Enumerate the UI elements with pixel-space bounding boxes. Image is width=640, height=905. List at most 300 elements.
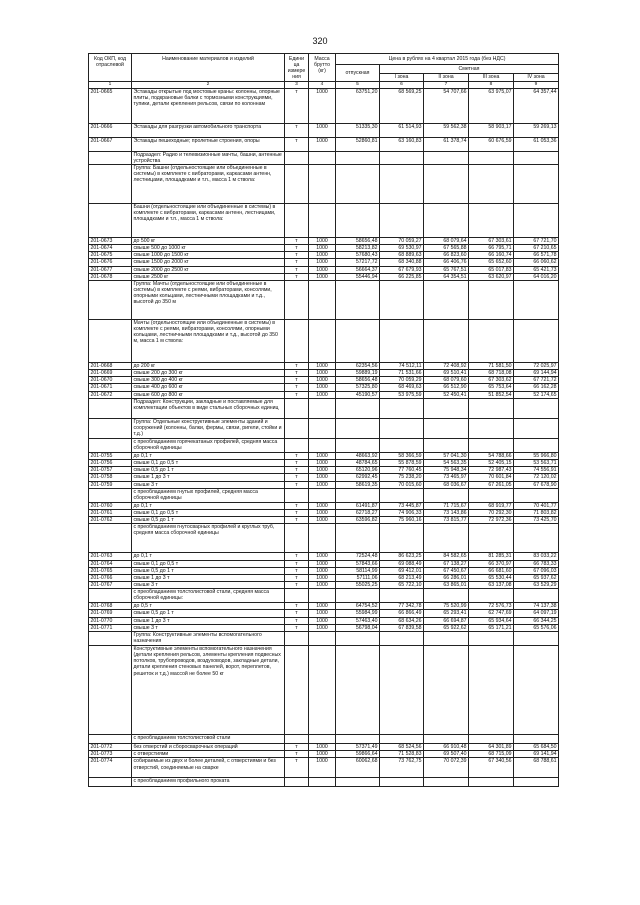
price-zone-4: 66 344,25 xyxy=(514,617,559,624)
item-name: Подраздел: Конструкции, закладные и поставляемые для комплектации объектов в виде стальных сборочных единиц xyxy=(132,398,285,418)
price-zone-3: 65 171,21 xyxy=(469,624,514,631)
price-zone-1 xyxy=(380,203,424,237)
price-zone-1: 68 340,88 xyxy=(380,259,424,266)
header-zone-2: II зона xyxy=(424,74,469,81)
item-code xyxy=(89,488,132,502)
item-code: 201-0761 xyxy=(89,509,132,516)
price-zone-2 xyxy=(424,438,469,452)
item-unit: т xyxy=(285,502,309,509)
table-row xyxy=(89,319,559,362)
price-zone-3: 66 681,60 xyxy=(469,567,514,574)
column-number: 4 xyxy=(309,81,336,88)
price-release: 57217,72 xyxy=(336,259,380,266)
price-zone-2 xyxy=(424,418,469,438)
price-zone-2 xyxy=(424,164,469,203)
table-row xyxy=(89,164,559,203)
price-zone-1 xyxy=(380,438,424,452)
price-release: 62992,45 xyxy=(336,474,380,481)
price-zone-3: 52 405,15 xyxy=(469,460,514,467)
price-zone-2: 54 707,66 xyxy=(424,88,469,123)
price-zone-1: 69 530,97 xyxy=(380,244,424,251)
item-mass: 1000 xyxy=(309,452,336,459)
price-zone-4: 83 033,22 xyxy=(514,553,559,560)
item-name: свыше 2500 кг xyxy=(132,273,285,280)
item-code: 201-0674 xyxy=(89,244,132,251)
price-zone-4 xyxy=(514,203,559,237)
item-unit xyxy=(285,164,309,203)
item-unit: т xyxy=(285,391,309,398)
item-code xyxy=(89,632,132,646)
price-release xyxy=(336,151,380,164)
price-release xyxy=(336,524,380,553)
price-zone-3: 67 261,05 xyxy=(469,481,514,488)
table-row xyxy=(89,273,559,280)
price-zone-2: 73 143,86 xyxy=(424,509,469,516)
item-mass: 1000 xyxy=(309,744,336,751)
item-name: свыше 1 до 3 т xyxy=(132,574,285,581)
item-unit: т xyxy=(285,259,309,266)
item-unit: т xyxy=(285,751,309,758)
item-unit: т xyxy=(285,452,309,459)
price-zone-2: 57 041,30 xyxy=(424,452,469,459)
price-release: 57680,43 xyxy=(336,252,380,259)
item-name: свыше 1000 до 1500 кг xyxy=(132,252,285,259)
price-zone-2: 66 910,48 xyxy=(424,744,469,751)
table-row xyxy=(89,398,559,418)
price-zone-1: 63 160,83 xyxy=(380,137,424,151)
item-mass xyxy=(309,203,336,237)
price-zone-2: 68 036,67 xyxy=(424,481,469,488)
price-zone-3 xyxy=(469,438,514,452)
item-mass: 1000 xyxy=(309,377,336,384)
table-row xyxy=(89,617,559,624)
price-zone-3: 68 715,09 xyxy=(469,751,514,758)
price-release: 57325,80 xyxy=(336,384,380,391)
price-release: 60062,68 xyxy=(336,758,380,778)
table-row xyxy=(89,589,559,603)
price-zone-2: 59 562,38 xyxy=(424,123,469,137)
item-mass: 1000 xyxy=(309,610,336,617)
price-zone-3 xyxy=(469,646,514,735)
item-mass: 1000 xyxy=(309,517,336,524)
price-zone-1 xyxy=(380,319,424,362)
price-zone-1: 75 960,16 xyxy=(380,517,424,524)
item-mass xyxy=(309,778,336,787)
price-release xyxy=(336,280,380,319)
price-release: 59866,64 xyxy=(336,751,380,758)
price-release xyxy=(336,398,380,418)
item-name: до 200 кг xyxy=(132,362,285,369)
price-zone-1 xyxy=(380,589,424,603)
table-row xyxy=(89,502,559,509)
item-mass xyxy=(309,151,336,164)
price-zone-3 xyxy=(469,398,514,418)
price-zone-3: 66 795,71 xyxy=(469,244,514,251)
item-code xyxy=(89,646,132,735)
price-release: 64754,52 xyxy=(336,603,380,610)
price-zone-2: 75 948,34 xyxy=(424,467,469,474)
table-row xyxy=(89,582,559,589)
item-code: 201-0769 xyxy=(89,610,132,617)
item-mass: 1000 xyxy=(309,574,336,581)
item-unit: т xyxy=(285,574,309,581)
item-mass: 1000 xyxy=(309,617,336,624)
header-zone-4: IV зона xyxy=(514,74,559,81)
column-number: 5 xyxy=(336,81,380,88)
item-code: 201-0774 xyxy=(89,758,132,778)
price-zone-4: 71 803,82 xyxy=(514,509,559,516)
item-unit: т xyxy=(285,370,309,377)
price-zone-1: 65 722,10 xyxy=(380,582,424,589)
column-number: 8 xyxy=(469,81,514,88)
item-code xyxy=(89,398,132,418)
table-row xyxy=(89,481,559,488)
price-zone-4: 65 421,73 xyxy=(514,266,559,273)
item-code: 201-0673 xyxy=(89,237,132,244)
price-zone-3 xyxy=(469,418,514,438)
price-zone-4: 63 529,29 xyxy=(514,582,559,589)
price-zone-4: 66 060,62 xyxy=(514,259,559,266)
item-unit xyxy=(285,589,309,603)
item-unit: т xyxy=(285,88,309,123)
item-code: 201-0759 xyxy=(89,481,132,488)
price-zone-4: 61 053,36 xyxy=(514,137,559,151)
table-row xyxy=(89,632,559,646)
price-zone-1: 73 762,75 xyxy=(380,758,424,778)
item-code xyxy=(89,280,132,319)
column-number: 2 xyxy=(132,81,285,88)
price-zone-1: 68 524,56 xyxy=(380,744,424,751)
price-zone-1 xyxy=(380,632,424,646)
price-zone-3 xyxy=(469,632,514,646)
item-mass: 1000 xyxy=(309,237,336,244)
price-release xyxy=(336,319,380,362)
header-zone-1: I зона xyxy=(380,74,424,81)
table-row xyxy=(89,744,559,751)
price-zone-3: 51 852,54 xyxy=(469,391,514,398)
item-code: 201-0678 xyxy=(89,273,132,280)
item-name: с преобладанием горячекатаных профилей, средняя масса сборочной единицы xyxy=(132,438,285,452)
price-zone-2: 68 079,60 xyxy=(424,377,469,384)
price-zone-4 xyxy=(514,418,559,438)
item-mass: 1000 xyxy=(309,502,336,509)
price-zone-3 xyxy=(469,778,514,787)
item-unit: т xyxy=(285,266,309,273)
item-name: свыше 3 т xyxy=(132,624,285,631)
item-mass: 1000 xyxy=(309,582,336,589)
price-zone-3: 72 576,73 xyxy=(469,603,514,610)
item-name: с преобладанием профильного проката xyxy=(132,778,285,787)
price-zone-4: 66 162,28 xyxy=(514,384,559,391)
item-mass xyxy=(309,418,336,438)
item-code: 201-0755 xyxy=(89,452,132,459)
price-zone-1 xyxy=(380,398,424,418)
item-mass: 1000 xyxy=(309,751,336,758)
item-mass: 1000 xyxy=(309,567,336,574)
price-zone-1 xyxy=(380,280,424,319)
price-zone-4: 64 016,20 xyxy=(514,273,559,280)
item-code: 201-0758 xyxy=(89,474,132,481)
price-zone-1: 58 366,59 xyxy=(380,452,424,459)
item-code xyxy=(89,438,132,452)
price-zone-3: 72 987,43 xyxy=(469,467,514,474)
price-zone-4: 69 141,94 xyxy=(514,751,559,758)
page-number: 320 xyxy=(312,36,328,46)
item-unit: т xyxy=(285,244,309,251)
item-name: свыше 0,1 до 0,5 т xyxy=(132,560,285,567)
price-zone-1: 67 839,58 xyxy=(380,624,424,631)
price-zone-1: 73 445,87 xyxy=(380,502,424,509)
item-code: 201-0757 xyxy=(89,467,132,474)
table-row xyxy=(89,460,559,467)
price-zone-4 xyxy=(514,778,559,787)
price-zone-1 xyxy=(380,488,424,502)
table-row xyxy=(89,377,559,384)
item-name: свыше 0,5 до 1 т xyxy=(132,467,285,474)
price-zone-2: 66 694,87 xyxy=(424,617,469,624)
item-unit: т xyxy=(285,758,309,778)
item-code: 201-0665 xyxy=(89,88,132,123)
price-zone-3: 63 975,07 xyxy=(469,88,514,123)
price-zone-2: 52 450,41 xyxy=(424,391,469,398)
table-row xyxy=(89,524,559,553)
price-zone-3 xyxy=(469,151,514,164)
item-code: 201-0666 xyxy=(89,123,132,137)
price-zone-2: 65 767,51 xyxy=(424,266,469,273)
price-release xyxy=(336,418,380,438)
table-row xyxy=(89,603,559,610)
price-zone-3: 65 652,60 xyxy=(469,259,514,266)
item-mass xyxy=(309,646,336,735)
item-unit: т xyxy=(285,474,309,481)
item-unit xyxy=(285,398,309,418)
header-price-group: Цена в рублях на 4 квартал 2015 года (без НДС) xyxy=(336,54,559,65)
price-zone-2 xyxy=(424,735,469,744)
item-name: до 0,1 т xyxy=(132,502,285,509)
item-mass: 1000 xyxy=(309,273,336,280)
table-row xyxy=(89,488,559,502)
price-zone-1: 77 760,45 xyxy=(380,467,424,474)
item-name: свыше 3 т xyxy=(132,481,285,488)
price-zone-4 xyxy=(514,398,559,418)
price-zone-3: 65 017,83 xyxy=(469,266,514,273)
item-unit: т xyxy=(285,467,309,474)
item-name: Группа: Отдельные конструктивные элементы зданий и сооружений (колонны, балки, фермы, связи, ригели, стойки и т.д.) xyxy=(132,418,285,438)
item-code: 201-0763 xyxy=(89,553,132,560)
item-code xyxy=(89,589,132,603)
price-release: 52860,81 xyxy=(336,137,380,151)
item-code xyxy=(89,164,132,203)
price-zone-2: 75 520,99 xyxy=(424,603,469,610)
item-code: 201-0764 xyxy=(89,560,132,567)
item-code: 201-0773 xyxy=(89,751,132,758)
price-zone-2: 67 138,27 xyxy=(424,560,469,567)
item-unit: т xyxy=(285,610,309,617)
table-row xyxy=(89,751,559,758)
item-mass xyxy=(309,524,336,553)
table-row xyxy=(89,467,559,474)
price-zone-2 xyxy=(424,524,469,553)
price-zone-1: 86 623,25 xyxy=(380,553,424,560)
price-zone-4: 74 556,91 xyxy=(514,467,559,474)
price-zone-4 xyxy=(514,488,559,502)
header-mass: Масса брутто (кг) xyxy=(309,54,336,82)
item-unit xyxy=(285,488,309,502)
price-table-body xyxy=(89,88,559,787)
item-code xyxy=(89,151,132,164)
price-zone-2: 61 378,74 xyxy=(424,137,469,151)
price-zone-2: 64 354,51 xyxy=(424,273,469,280)
item-unit xyxy=(285,438,309,452)
item-unit: т xyxy=(285,624,309,631)
item-code: 201-0667 xyxy=(89,137,132,151)
item-unit: т xyxy=(285,377,309,384)
price-release: 58213,82 xyxy=(336,244,380,251)
price-zone-3: 72 972,36 xyxy=(469,517,514,524)
price-zone-3 xyxy=(469,164,514,203)
price-zone-2: 67 565,88 xyxy=(424,244,469,251)
item-mass: 1000 xyxy=(309,391,336,398)
price-zone-4: 65 684,50 xyxy=(514,744,559,751)
price-zone-1: 69 088,49 xyxy=(380,560,424,567)
price-zone-1: 70 059,29 xyxy=(380,377,424,384)
price-release xyxy=(336,735,380,744)
table-row xyxy=(89,610,559,617)
price-zone-2 xyxy=(424,319,469,362)
item-mass: 1000 xyxy=(309,384,336,391)
item-name: до 0,1 т xyxy=(132,553,285,560)
item-name: свыше 1 до 3 т xyxy=(132,474,285,481)
item-name: с преобладанием толстолистовой стали, средняя масса сборочной единицы: xyxy=(132,589,285,603)
header-release-price: отпускная xyxy=(336,65,380,82)
price-release: 58656,48 xyxy=(336,237,380,244)
price-zone-2: 65 922,62 xyxy=(424,624,469,631)
item-code: 201-0756 xyxy=(89,460,132,467)
price-zone-1: 77 342,78 xyxy=(380,603,424,610)
price-zone-4: 74 137,38 xyxy=(514,603,559,610)
price-release: 62718,27 xyxy=(336,509,380,516)
price-zone-4 xyxy=(514,632,559,646)
item-unit: т xyxy=(285,560,309,567)
item-code: 201-0771 xyxy=(89,624,132,631)
price-zone-1 xyxy=(380,164,424,203)
table-row xyxy=(89,237,559,244)
table-row xyxy=(89,567,559,574)
item-name: без отверстий и сборосварочных операций xyxy=(132,744,285,751)
price-zone-1: 66 866,49 xyxy=(380,610,424,617)
price-release: 65120,96 xyxy=(336,467,380,474)
item-mass: 1000 xyxy=(309,137,336,151)
price-zone-1: 74 906,33 xyxy=(380,509,424,516)
table-row xyxy=(89,553,559,560)
price-zone-3: 63 620,97 xyxy=(469,273,514,280)
price-zone-3: 70 292,30 xyxy=(469,509,514,516)
item-name: Мачты (отдельностоящие или объединенные в системы) в комплекте с реями, вибраторами, консолями, опорными кольцами, лестничными площадками и т.д., высотой до 350 м, масса 1 м ствола: xyxy=(132,319,285,362)
price-zone-3: 65 934,64 xyxy=(469,617,514,624)
price-zone-4: 67 678,90 xyxy=(514,481,559,488)
table-row xyxy=(89,778,559,787)
item-unit xyxy=(285,524,309,553)
item-mass xyxy=(309,589,336,603)
price-zone-2 xyxy=(424,488,469,502)
price-zone-2: 73 465,97 xyxy=(424,474,469,481)
item-name: свыше 200 до 300 кг xyxy=(132,370,285,377)
table-row xyxy=(89,244,559,251)
item-mass: 1000 xyxy=(309,553,336,560)
price-zone-4: 70 401,77 xyxy=(514,502,559,509)
price-zone-4: 73 425,70 xyxy=(514,517,559,524)
price-zone-4 xyxy=(514,280,559,319)
price-release: 55446,94 xyxy=(336,273,380,280)
item-name: Подраздел: Радио и телевизионные мачты, башни, антенные устройства xyxy=(132,151,285,164)
price-release: 45190,57 xyxy=(336,391,380,398)
table-row xyxy=(89,474,559,481)
item-code: 201-0669 xyxy=(89,370,132,377)
price-release: 56798,04 xyxy=(336,624,380,631)
table-row xyxy=(89,151,559,164)
price-release xyxy=(336,203,380,237)
item-name: свыше 0,5 до 1 т xyxy=(132,567,285,574)
price-zone-1: 66 225,85 xyxy=(380,273,424,280)
item-unit: т xyxy=(285,509,309,516)
item-unit: т xyxy=(285,123,309,137)
price-zone-3 xyxy=(469,735,514,744)
table-row xyxy=(89,560,559,567)
price-release xyxy=(336,632,380,646)
header-unit: Едини ца измере ния xyxy=(285,54,309,82)
item-name: до 0,1 т xyxy=(132,452,285,459)
price-zone-3: 66 160,74 xyxy=(469,252,514,259)
price-zone-2: 72 408,92 xyxy=(424,362,469,369)
price-zone-4: 72 120,02 xyxy=(514,474,559,481)
price-zone-1: 68 569,25 xyxy=(380,88,424,123)
item-name: Эстакады открытые под мостовые краны: колонны, опорные плиты, подкрановые балки с тормозными конструкциями, тупики, детали крепления рельсов, связи по колоннам xyxy=(132,88,285,123)
price-zone-2: 66 286,01 xyxy=(424,574,469,581)
price-zone-4: 67 096,03 xyxy=(514,567,559,574)
price-zone-3: 54 788,66 xyxy=(469,452,514,459)
table-row xyxy=(89,735,559,744)
item-mass xyxy=(309,280,336,319)
price-zone-1: 68 889,63 xyxy=(380,252,424,259)
item-code: 201-0670 xyxy=(89,377,132,384)
price-release xyxy=(336,438,380,452)
price-release: 63751,20 xyxy=(336,88,380,123)
price-zone-1 xyxy=(380,151,424,164)
column-number: 1 xyxy=(89,81,132,88)
item-unit: т xyxy=(285,362,309,369)
item-name: Группа: Башни (отдельностоящие или объединенные в системы) в комплекте с вибраторами, каркасами антенн, лестницами, площадками и т.п., масса 1 м ствола: xyxy=(132,164,285,203)
price-release: 62354,56 xyxy=(336,362,380,369)
price-zone-1 xyxy=(380,735,424,744)
item-name: свыше 1 до 3 т xyxy=(132,617,285,624)
item-mass: 1000 xyxy=(309,560,336,567)
price-zone-3: 67 303,61 xyxy=(469,237,514,244)
price-zone-3 xyxy=(469,488,514,502)
price-zone-4: 68 788,61 xyxy=(514,758,559,778)
price-zone-1: 53 975,59 xyxy=(380,391,424,398)
item-unit xyxy=(285,735,309,744)
price-release: 58619,35 xyxy=(336,481,380,488)
price-zone-2 xyxy=(424,203,469,237)
item-mass xyxy=(309,398,336,418)
price-zone-2: 69 510,41 xyxy=(424,370,469,377)
item-code xyxy=(89,319,132,362)
price-zone-4 xyxy=(514,735,559,744)
price-zone-2: 84 582,65 xyxy=(424,553,469,560)
item-name: до 500 кг xyxy=(132,237,285,244)
price-zone-4: 52 174,65 xyxy=(514,391,559,398)
price-zone-4: 64 097,19 xyxy=(514,610,559,617)
